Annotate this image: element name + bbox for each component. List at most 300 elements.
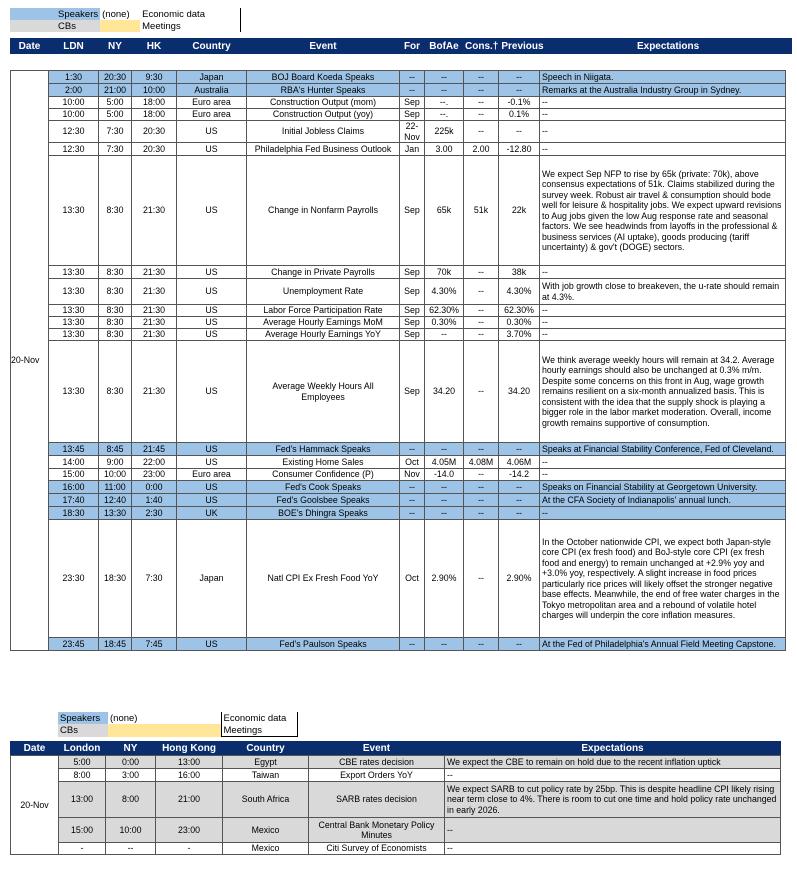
event-cell: SARB rates decision — [309, 782, 445, 818]
country-cell: Taiwan — [223, 769, 309, 782]
event-cell: Construction Output (mom) — [247, 97, 400, 109]
hk-cell: 18:00 — [132, 109, 177, 121]
hk-cell: 21:45 — [132, 443, 177, 456]
event-cell: Construction Output (yoy) — [247, 109, 400, 121]
header2-country: Country — [223, 742, 309, 755]
date-cell: 20-Nov — [11, 756, 59, 855]
legend-speakers: Speakers — [58, 8, 99, 20]
previous-cell: -- — [499, 481, 540, 494]
event-cell: Unemployment Rate — [247, 279, 400, 305]
ny-cell: 5:00 — [99, 97, 132, 109]
event-cell: Change in Nonfarm Payrolls — [247, 156, 400, 266]
hk-cell: 0:00 — [132, 481, 177, 494]
event-cell: BOE's Dhingra Speaks — [247, 507, 400, 520]
table-row — [11, 520, 786, 638]
ldn-cell: 13:30 — [49, 156, 99, 266]
header-previous: Previous — [501, 40, 544, 52]
table-row — [11, 494, 786, 507]
table-row — [11, 782, 781, 818]
london-cell: 8:00 — [59, 769, 106, 782]
for-cell: Sep — [400, 317, 425, 329]
expectations-cell: -- — [445, 818, 781, 843]
previous-cell: -- — [499, 71, 540, 84]
for-cell: Sep — [400, 97, 425, 109]
london-cell: 13:00 — [59, 782, 106, 818]
event-cell: Change in Private Payrolls — [247, 266, 400, 279]
hk-cell: 20:30 — [132, 143, 177, 156]
ny-cell: 8:30 — [99, 341, 132, 443]
expectations-cell: -- — [540, 109, 786, 121]
hk-cell: 7:30 — [132, 520, 177, 638]
country-cell: US — [177, 121, 247, 143]
previous-cell: 2.90% — [499, 520, 540, 638]
previous-cell: 22k — [499, 156, 540, 266]
header2-hong-kong: Hong Kong — [156, 742, 223, 755]
bofae-cell: --. — [425, 109, 464, 121]
ny-cell: 11:00 — [99, 481, 132, 494]
expectations-cell: With job growth close to breakeven, the u-rate should remain at 4.3%. — [540, 279, 786, 305]
event-cell: Consumer Confidence (P) — [247, 469, 400, 481]
table-row — [11, 329, 786, 341]
bofae-cell: 3.00 — [425, 143, 464, 156]
country-cell: Mexico — [223, 818, 309, 843]
ny-cell: 12:40 — [99, 494, 132, 507]
table-row — [11, 97, 786, 109]
hk-cell: 9:30 — [132, 71, 177, 84]
expectations-cell: We expect Sep NFP to rise by 65k (private: 70k), above consensus expectations of 51k. Claims stabilized during the survey week. Robust air travel & consumption should bode well for leisure & hospitality jobs. We expect upward revisions to Aug jobs given the low Aug response rate and seasonal factors. We see headwinds from layoffs in the professional & business services (AI uptake), goods producing (tariff uncertainty) & gov't (DOGE) sectors. — [540, 156, 786, 266]
bofae-cell: 0.30% — [425, 317, 464, 329]
ny-cell: 18:45 — [99, 638, 132, 651]
legend2-none: (none) — [110, 712, 138, 724]
country-cell: US — [177, 481, 247, 494]
header-country: Country — [177, 39, 247, 54]
event-cell: Fed's Paulson Speaks — [247, 638, 400, 651]
london-cell: 5:00 — [59, 756, 106, 769]
ldn-cell: 13:45 — [49, 443, 99, 456]
previous-cell: -12.80 — [499, 143, 540, 156]
economic-calendar-table — [10, 70, 786, 651]
for-cell: -- — [400, 71, 425, 84]
table-row — [11, 756, 781, 769]
ny-cell: 18:30 — [99, 520, 132, 638]
ldn-cell: 1:30 — [49, 71, 99, 84]
for-cell: Nov — [400, 469, 425, 481]
event-cell: Central Bank Monetary Policy Minutes — [309, 818, 445, 843]
legend2-economic-data: Economic data — [221, 712, 297, 724]
table2-header — [10, 741, 781, 755]
expectations-cell: Remarks at the Australia Industry Group in Sydney. — [540, 84, 786, 97]
country-cell: US — [177, 317, 247, 329]
expectations-cell: Speaks on Financial Stability at Georgetown University. — [540, 481, 786, 494]
expectations-cell: -- — [540, 97, 786, 109]
ny-cell: 8:45 — [99, 443, 132, 456]
bofae-cell: -- — [425, 507, 464, 520]
country-cell: US — [177, 143, 247, 156]
country-cell: South Africa — [223, 782, 309, 818]
bofae-cell: 62.30% — [425, 305, 464, 317]
previous-cell: -- — [499, 507, 540, 520]
for-cell: Sep — [400, 279, 425, 305]
cb-calendar-table — [10, 755, 781, 855]
cons-cell: -- — [464, 97, 499, 109]
cons-cell: -- — [464, 341, 499, 443]
ny-cell: 7:30 — [99, 121, 132, 143]
previous-cell: -- — [499, 121, 540, 143]
country-cell: US — [177, 443, 247, 456]
ldn-cell: 23:45 — [49, 638, 99, 651]
table-row — [11, 507, 786, 520]
expectations-cell: -- — [540, 456, 786, 469]
table-row — [11, 71, 786, 84]
bofae-cell: 34.20 — [425, 341, 464, 443]
table-row — [11, 266, 786, 279]
ny-cell: 8:30 — [99, 317, 132, 329]
country-cell: US — [177, 341, 247, 443]
country-cell: Japan — [177, 520, 247, 638]
country-cell: US — [177, 279, 247, 305]
cons-cell: -- — [464, 109, 499, 121]
table-row — [11, 469, 786, 481]
previous-cell: -0.1% — [499, 97, 540, 109]
previous-cell: -- — [499, 494, 540, 507]
for-cell: Sep — [400, 156, 425, 266]
ldn-cell: 16:00 — [49, 481, 99, 494]
for-cell: Oct — [400, 456, 425, 469]
event-cell: Initial Jobless Claims — [247, 121, 400, 143]
event-cell: Fed's Cook Speaks — [247, 481, 400, 494]
expectations-cell: At the CFA Society of Indianapolis' annual lunch. — [540, 494, 786, 507]
hk-cell: 1:40 — [132, 494, 177, 507]
ldn-cell: 13:30 — [49, 341, 99, 443]
london-cell: 15:00 — [59, 818, 106, 843]
table1-header — [10, 38, 792, 54]
legend-none: (none) — [102, 8, 130, 20]
previous-cell: 0.1% — [499, 109, 540, 121]
cons-cell: -- — [464, 305, 499, 317]
country-cell: US — [177, 494, 247, 507]
ny-cell: 8:30 — [99, 279, 132, 305]
ldn-cell: 2:00 — [49, 84, 99, 97]
table-row — [11, 481, 786, 494]
ny-cell: 13:30 — [99, 507, 132, 520]
bofae-cell: 65k — [425, 156, 464, 266]
table-row — [11, 341, 786, 443]
bofae-cell: -14.0 — [425, 469, 464, 481]
event-cell: Average Hourly Earnings MoM — [247, 317, 400, 329]
country-cell: US — [177, 456, 247, 469]
cons-cell: -- — [464, 520, 499, 638]
header-cons: Cons.† — [465, 40, 499, 52]
country-cell: UK — [177, 507, 247, 520]
header-event: Event — [247, 39, 400, 54]
ny-cell: 8:30 — [99, 266, 132, 279]
bofae-cell: -- — [425, 494, 464, 507]
hk-cell: 21:30 — [132, 329, 177, 341]
expectations-cell: -- — [540, 329, 786, 341]
hong-kong-cell: - — [156, 843, 223, 855]
for-cell: -- — [400, 443, 425, 456]
expectations-cell: -- — [540, 305, 786, 317]
ny-cell: 21:00 — [99, 84, 132, 97]
ny-cell: 20:30 — [99, 71, 132, 84]
legend-economic-data: Economic data — [140, 8, 240, 20]
country-cell: US — [177, 638, 247, 651]
event-cell: BOJ Board Koeda Speaks — [247, 71, 400, 84]
table-row — [11, 456, 786, 469]
header-ldn: LDN — [49, 39, 99, 54]
header2-ny: NY — [106, 742, 156, 755]
country-cell: Euro area — [177, 109, 247, 121]
event-cell: Fed's Hammack Speaks — [247, 443, 400, 456]
ldn-cell: 13:30 — [49, 279, 99, 305]
previous-cell: 4.30% — [499, 279, 540, 305]
cons-cell: -- — [464, 121, 499, 143]
header-bofae: BofAe — [425, 39, 464, 54]
country-cell: US — [177, 305, 247, 317]
header-ny: NY — [99, 39, 132, 54]
ldn-cell: 10:00 — [49, 97, 99, 109]
bofae-cell: 225k — [425, 121, 464, 143]
cons-cell: 51k — [464, 156, 499, 266]
bofae-cell: 4.30% — [425, 279, 464, 305]
for-cell: -- — [400, 481, 425, 494]
legend2-cbs: CBs — [58, 724, 108, 737]
hk-cell: 21:30 — [132, 305, 177, 317]
ldn-cell: 23:30 — [49, 520, 99, 638]
ny-cell: 5:00 — [99, 109, 132, 121]
table-row — [11, 443, 786, 456]
hong-kong-cell: 16:00 — [156, 769, 223, 782]
ldn-cell: 15:00 — [49, 469, 99, 481]
event-cell: Average Weekly Hours All Employees — [247, 341, 400, 443]
cons-cell: -- — [464, 279, 499, 305]
expectations-cell: -- — [445, 769, 781, 782]
legend-cbs: CBs — [56, 20, 100, 32]
event-cell: Citi Survey of Economists — [309, 843, 445, 855]
ny-cell: 0:00 — [106, 756, 156, 769]
cons-cell: -- — [464, 507, 499, 520]
legend2-speakers: Speakers — [58, 712, 108, 724]
ldn-cell: 14:00 — [49, 456, 99, 469]
previous-cell: 4.06M — [499, 456, 540, 469]
expectations-cell: Speaks at Financial Stability Conference, Fed of Cleveland. — [540, 443, 786, 456]
table-row — [11, 109, 786, 121]
table-row — [11, 638, 786, 651]
for-cell: -- — [400, 494, 425, 507]
hong-kong-cell: 21:00 — [156, 782, 223, 818]
cons-cell: -- — [464, 494, 499, 507]
table-row — [11, 818, 781, 843]
event-cell: Export Orders YoY — [309, 769, 445, 782]
legend-swatch-meetings — [100, 20, 140, 32]
for-cell: Sep — [400, 266, 425, 279]
event-cell: CBE rates decision — [309, 756, 445, 769]
expectations-cell: -- — [540, 507, 786, 520]
bofae-cell: --. — [425, 97, 464, 109]
ny-cell: 7:30 — [99, 143, 132, 156]
expectations-cell: At the Fed of Philadelphia's Annual Field Meeting Capstone. — [540, 638, 786, 651]
ldn-cell: 12:30 — [49, 143, 99, 156]
bofae-cell: -- — [425, 481, 464, 494]
cons-cell: -- — [464, 266, 499, 279]
ldn-cell: 18:30 — [49, 507, 99, 520]
hk-cell: 10:00 — [132, 84, 177, 97]
cons-cell: -- — [464, 84, 499, 97]
hk-cell: 21:30 — [132, 156, 177, 266]
header-for: For — [400, 39, 425, 54]
previous-cell: -14.2 — [499, 469, 540, 481]
for-cell: -- — [400, 638, 425, 651]
expectations-cell: We expect the CBE to remain on hold due to the recent inflation uptick — [445, 756, 781, 769]
cons-cell: 4.08M — [464, 456, 499, 469]
ny-cell: 9:00 — [99, 456, 132, 469]
ny-cell: 8:30 — [99, 156, 132, 266]
expectations-cell: -- — [540, 121, 786, 143]
ldn-cell: 13:30 — [49, 266, 99, 279]
bofae-cell: -- — [425, 443, 464, 456]
ldn-cell: 17:40 — [49, 494, 99, 507]
country-cell: Euro area — [177, 469, 247, 481]
header-date: Date — [11, 39, 49, 54]
event-cell: Philadelphia Fed Business Outlook — [247, 143, 400, 156]
hk-cell: 21:30 — [132, 279, 177, 305]
for-cell: Oct — [400, 520, 425, 638]
event-cell: Existing Home Sales — [247, 456, 400, 469]
hong-kong-cell: 13:00 — [156, 756, 223, 769]
ldn-cell: 13:30 — [49, 329, 99, 341]
event-cell: RBA's Hunter Speaks — [247, 84, 400, 97]
previous-cell: 34.20 — [499, 341, 540, 443]
london-cell: - — [59, 843, 106, 855]
bofae-cell: -- — [425, 84, 464, 97]
event-cell: Labor Force Participation Rate — [247, 305, 400, 317]
hk-cell: 18:00 — [132, 97, 177, 109]
legend-meetings: Meetings — [140, 20, 240, 32]
country-cell: Australia — [177, 84, 247, 97]
hk-cell: 21:30 — [132, 266, 177, 279]
cons-cell: -- — [464, 443, 499, 456]
table-row — [11, 317, 786, 329]
hk-cell: 20:30 — [132, 121, 177, 143]
cons-cell: -- — [464, 638, 499, 651]
expectations-cell: Speech in Niigata. — [540, 71, 786, 84]
header2-expectations: Expectations — [445, 742, 781, 755]
ny-cell: -- — [106, 843, 156, 855]
bofae-cell: -- — [425, 329, 464, 341]
table-row — [11, 279, 786, 305]
bofae-cell: 4.05M — [425, 456, 464, 469]
country-cell: Mexico — [223, 843, 309, 855]
expectations-cell: -- — [540, 317, 786, 329]
ny-cell: 8:30 — [99, 329, 132, 341]
expectations-cell: We think average weekly hours will remain at 34.2. Average hourly earnings should also be unchanged at 0.3% m/m. Despite some concerns on this front in Aug, wage growth remains resilient on a six-month annualized basis. This is consistent with the idea that the supply shock is playing a bigger role in the labor market moderation. Overall, income growth remains supportive of consumption. — [540, 341, 786, 443]
for-cell: Sep — [400, 305, 425, 317]
ny-cell: 10:00 — [99, 469, 132, 481]
ny-cell: 8:30 — [99, 305, 132, 317]
country-cell: Japan — [177, 71, 247, 84]
cons-cell: 2.00 — [464, 143, 499, 156]
cons-cell: -- — [464, 317, 499, 329]
previous-cell: 62.30% — [499, 305, 540, 317]
table-row — [11, 305, 786, 317]
table-row — [11, 121, 786, 143]
expectations-cell: In the October nationwide CPI, we expect both Japan-style core CPI (ex fresh food) and BoJ-style core CPI (ex fresh food and energy) to remain unchanged at +2.9% yoy and +3.0% yoy, respectively. A slight increase in food prices particularly rice prices will likely offset the stronger negative base effects. Meanwhile, the end of free water charges in the Tokyo metropolitan area and a rebound of volatile hotel charges will underpin the core inflation measures. — [540, 520, 786, 638]
legend-swatch-cbs-blank — [10, 20, 56, 32]
ny-cell: 3:00 — [106, 769, 156, 782]
expectations-cell: -- — [445, 843, 781, 855]
for-cell: -- — [400, 84, 425, 97]
expectations-cell: We expect SARB to cut policy rate by 25bp. This is despite headline CPI likely rising near term close to 4%. There is room to cut one time and hold policy rate unchanged in early 2026. — [445, 782, 781, 818]
expectations-cell: -- — [540, 143, 786, 156]
table-row — [11, 843, 781, 855]
header2-event: Event — [309, 742, 445, 755]
legend2-swatch-meetings — [108, 724, 221, 737]
for-cell: 22-Nov — [400, 121, 425, 143]
bofae-cell: -- — [425, 71, 464, 84]
event-cell: Fed's Goolsbee Speaks — [247, 494, 400, 507]
hk-cell: 21:30 — [132, 341, 177, 443]
table-row — [11, 143, 786, 156]
table-row — [11, 769, 781, 782]
legend-top — [10, 8, 241, 32]
for-cell: Sep — [400, 109, 425, 121]
ny-cell: 8:00 — [106, 782, 156, 818]
header2-london: London — [59, 742, 106, 755]
ldn-cell: 13:30 — [49, 317, 99, 329]
bofae-cell: 70k — [425, 266, 464, 279]
expectations-cell: -- — [540, 266, 786, 279]
cons-cell: -- — [464, 329, 499, 341]
legend-bottom — [58, 712, 298, 737]
for-cell: Jan — [400, 143, 425, 156]
previous-cell: -- — [499, 84, 540, 97]
ny-cell: 10:00 — [106, 818, 156, 843]
ldn-cell: 10:00 — [49, 109, 99, 121]
previous-cell: 38k — [499, 266, 540, 279]
cons-cell: -- — [464, 481, 499, 494]
cons-cell: -- — [464, 71, 499, 84]
table-row — [11, 156, 786, 266]
ldn-cell: 12:30 — [49, 121, 99, 143]
event-cell: Average Hourly Earnings YoY — [247, 329, 400, 341]
previous-cell: -- — [499, 443, 540, 456]
cons-cell: -- — [464, 469, 499, 481]
ldn-cell: 13:30 — [49, 305, 99, 317]
header-hk: HK — [132, 39, 177, 54]
legend-swatch-speakers-blank — [10, 8, 56, 20]
for-cell: -- — [400, 507, 425, 520]
hk-cell: 22:00 — [132, 456, 177, 469]
country-cell: US — [177, 266, 247, 279]
hong-kong-cell: 23:00 — [156, 818, 223, 843]
hk-cell: 23:00 — [132, 469, 177, 481]
country-cell: Egypt — [223, 756, 309, 769]
table-row — [11, 84, 786, 97]
previous-cell: 0.30% — [499, 317, 540, 329]
bofae-cell: 2.90% — [425, 520, 464, 638]
hk-cell: 2:30 — [132, 507, 177, 520]
hk-cell: 7:45 — [132, 638, 177, 651]
expectations-cell: -- — [540, 469, 786, 481]
legend2-meetings: Meetings — [221, 724, 297, 737]
header2-date: Date — [11, 742, 59, 755]
for-cell: Sep — [400, 341, 425, 443]
previous-cell: 3.70% — [499, 329, 540, 341]
country-cell: US — [177, 156, 247, 266]
hk-cell: 21:30 — [132, 317, 177, 329]
previous-cell: -- — [499, 638, 540, 651]
bofae-cell: -- — [425, 638, 464, 651]
